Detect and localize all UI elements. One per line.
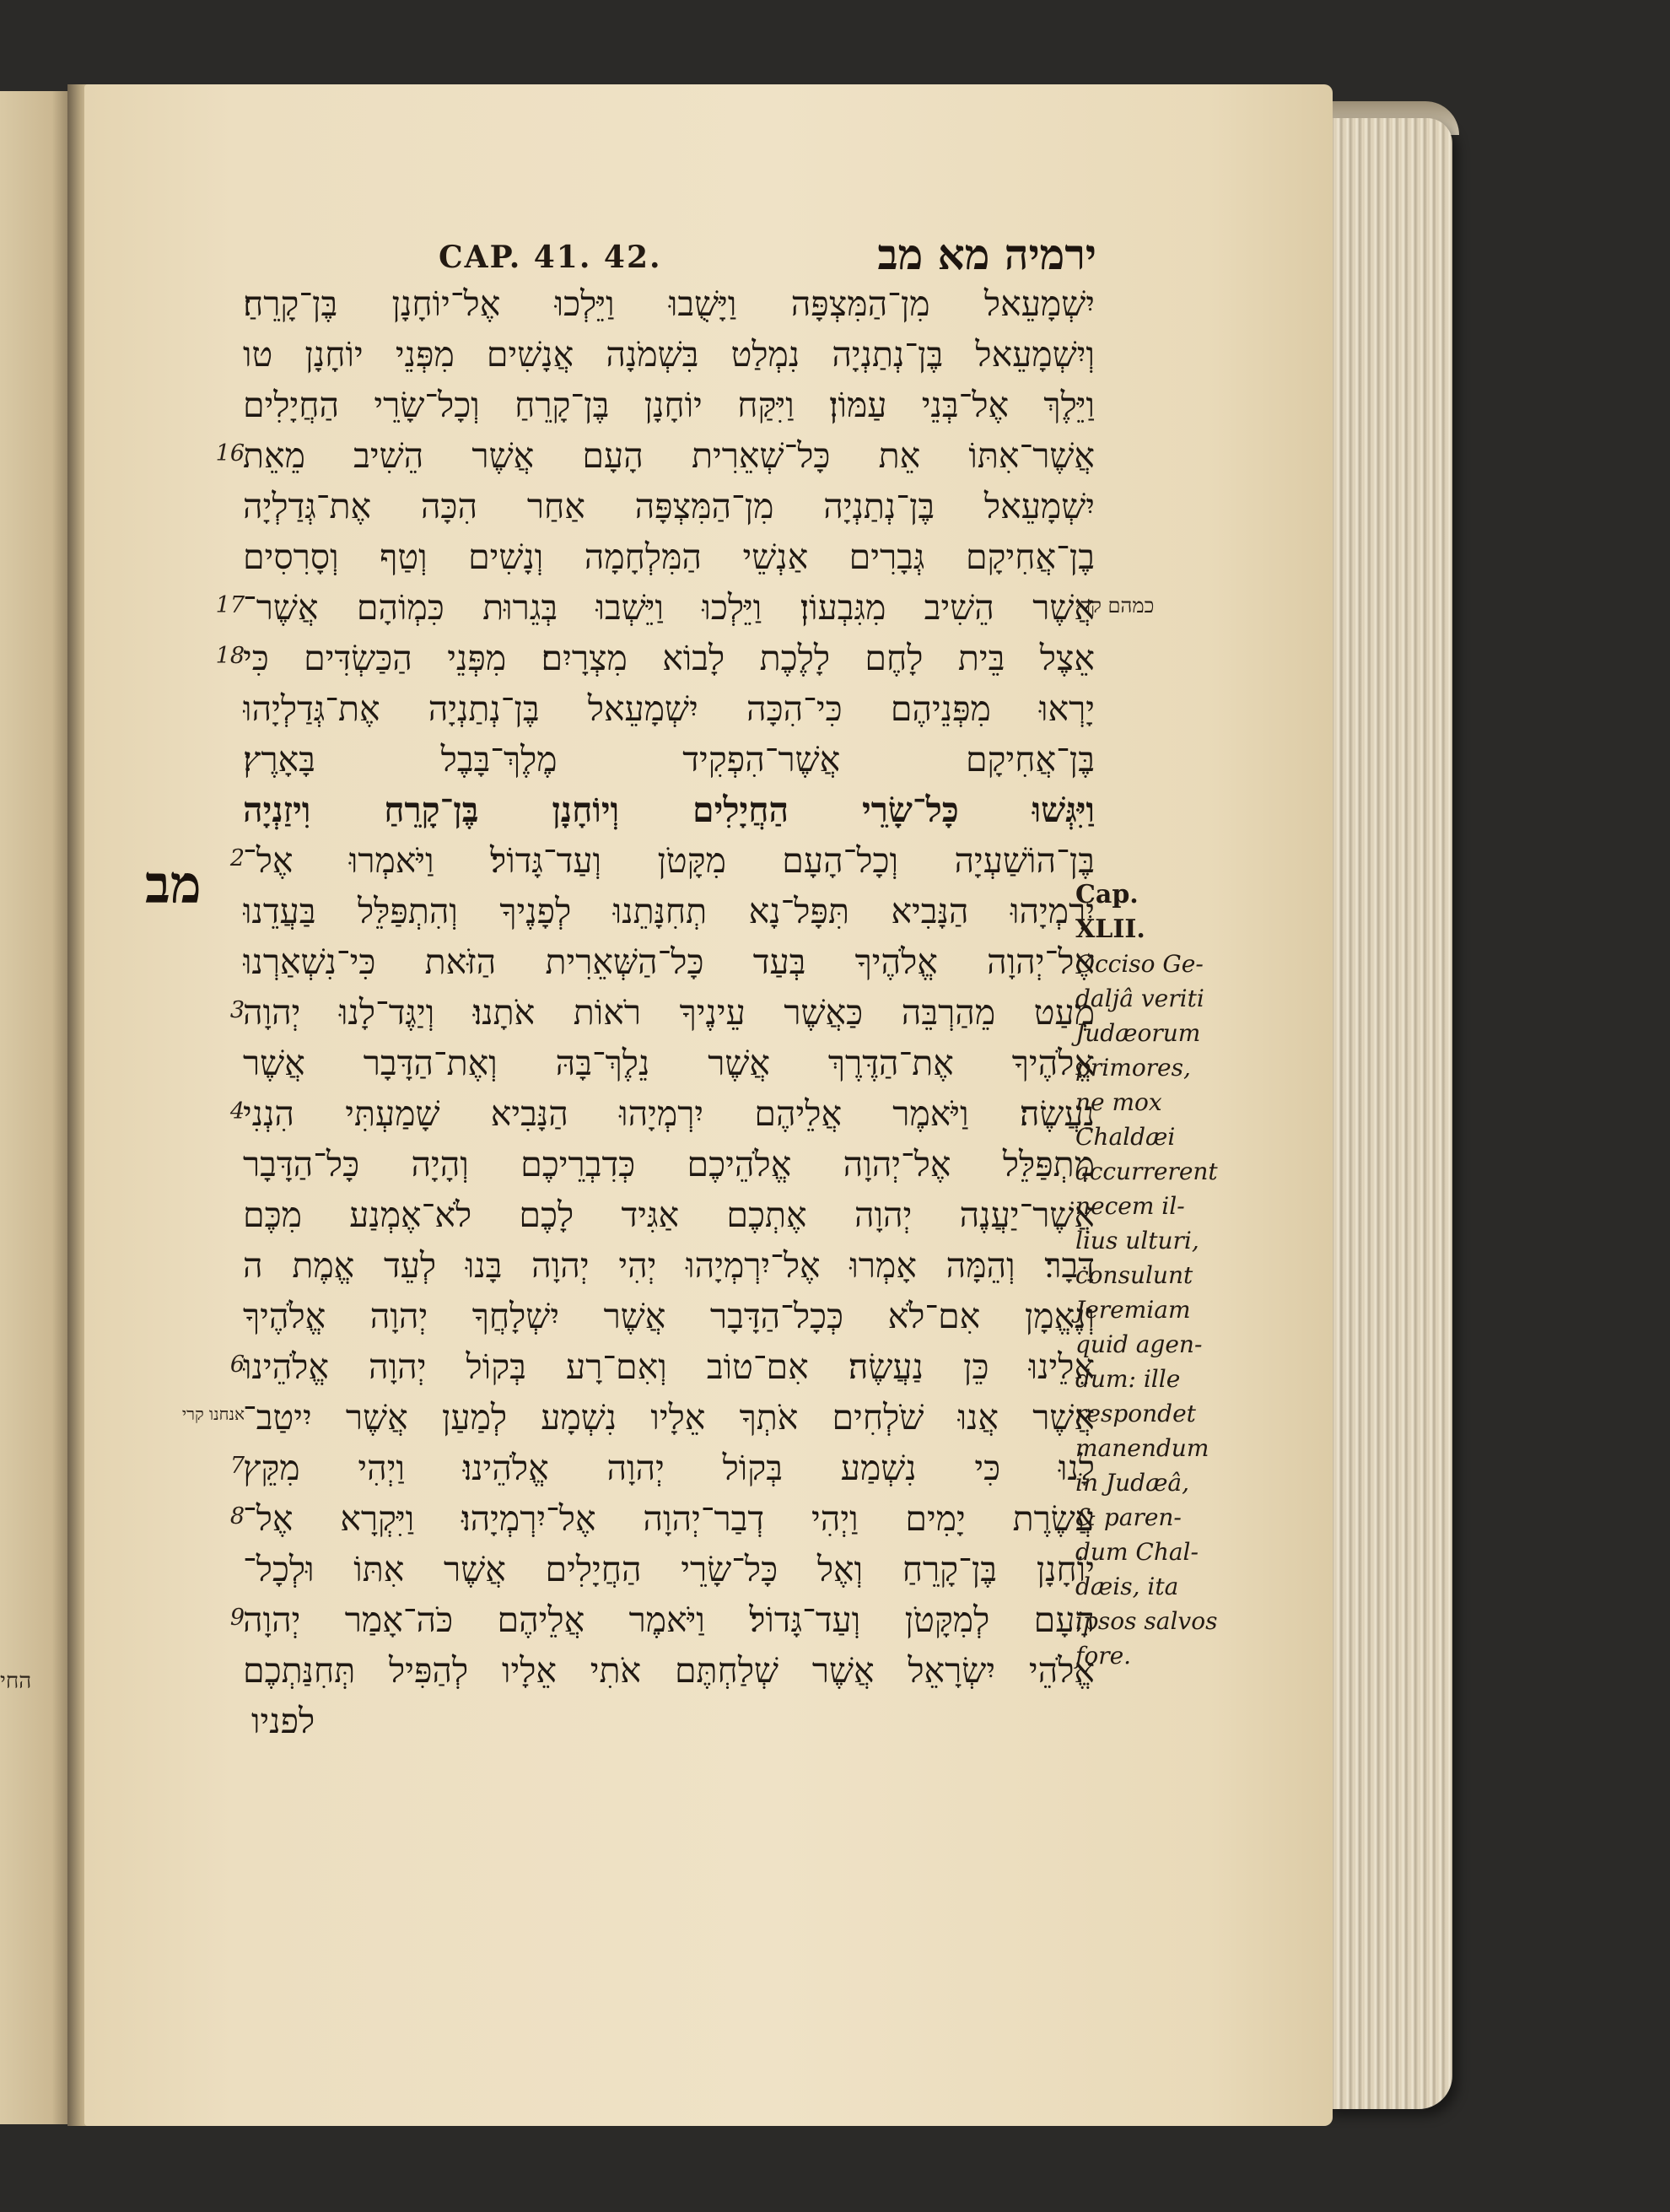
text-line: יִרְמְיָהוּ הַנָּבִיא תִּפָּל־נָא תְחִנָּתֵנוּ לְפָנֶיךָ וְהִתְפַּלֵּל בַּעֲדֵנוּ <box>243 891 1095 931</box>
text-line: בֶן־אֲחִיקָם גְּבָרִים אַנְשֵׁי הַמִּלְחָמָה וְנָשִׁים וְטַף וְסָרִסִים <box>243 537 1095 577</box>
text-line: יִשְׁמָעֵאל מִן־הַמִּצְפָּה וַיָּשֻׁבוּ וַיֵּלְכוּ אֶל־יוֹחָנָן בֶּן־קָרֵחַ׃ <box>243 283 1095 324</box>
verse-number: 4 <box>229 1098 245 1125</box>
verse-number: 17 <box>215 592 245 618</box>
gloss-line: daljâ veriti <box>1075 985 1204 1012</box>
text-line: אֲשֶׁר הֵשִׁיב מִגִּבְעוֹן׃ וַיֵּלְכוּ וַיֵּשְׁבוּ בְּגֵרוּת כִּמְוֹהָם אֲשֶׁר־ <box>243 587 1095 628</box>
gloss-line: ipsos salvos <box>1075 1607 1218 1635</box>
verse-number: 8 <box>229 1503 245 1530</box>
header-book-hebrew: ירמיה מא מב <box>877 229 1096 279</box>
gloss-line: quid agen- <box>1075 1330 1203 1358</box>
gloss-line: in Judæâ, <box>1075 1469 1189 1497</box>
text-line: נַעֲשֶׂה׃ וַיֹּאמֶר אֲלֵיהֶם יִרְמְיָהוּ הַנָּבִיא שָׁמַעְתִּי הִנְנִי <box>243 1093 1095 1134</box>
text-line: אֵצֶל בֵּית לָחֶם לָלֶכֶת לָבוֹא מִצְרָיִם׃ מִפְּנֵי הַכַּשְׂדִּים כִּי <box>243 638 1095 678</box>
chapter-number-mark: מב <box>145 854 202 915</box>
gloss-line: dum: ille <box>1075 1365 1181 1393</box>
gloss-line: & paren- <box>1075 1503 1182 1531</box>
gloss-line: Jeremiam <box>1075 1296 1191 1324</box>
text-line: עֲשֶׂרֶת יָמִים וַיְהִי דְבַר־יְהוָה אֶל־יִרְמְיָהוּ׃ וַיִּקְרָא אֶל־ <box>243 1498 1095 1539</box>
verse-number: 7 <box>229 1453 245 1479</box>
gloss-line: lius ulturi, <box>1075 1227 1199 1254</box>
page-block-edges <box>1326 118 1452 2109</box>
running-header <box>439 226 1113 285</box>
gloss-line: primores, <box>1075 1054 1191 1082</box>
catchword: לפניו <box>251 1701 315 1741</box>
text-line: אֶל־יְהוָה אֱלֹהֶיךָ בְּעַד כָּל־הַשְּׁאֵרִית הַזֹּאת כִּי־נִשְׁאַרְנוּ <box>243 941 1095 982</box>
gloss-line: Chaldæi <box>1075 1123 1176 1151</box>
text-line: וְיִשְׁמָעֵאל בֶּן־נְתַנְיָה נִמְלַט בִּשְׁמֹנָה אֲנָשִׁים מִפְּנֵי יוֹחָנָן טו <box>243 334 1095 375</box>
text-line: אֱלֹהֵי יִשְׂרָאֵל אֲשֶׁר שְׁלַחְתֶּם אֹתִי אֵלָיו לְהַפִּיל תְּחִנַּתְכֶם <box>243 1650 1095 1691</box>
header-chapter-latin: CAP. 41. 42. <box>439 240 662 275</box>
verse-number: 3 <box>229 997 245 1023</box>
text-line: בֶּן־אֲחִיקָם אֲשֶׁר־הִפְקִיד מֶלֶךְ־בָּבֶל בָּאָרֶץ׃ <box>243 739 1095 780</box>
text-line: יָרְאוּ מִפְּנֵיהֶם כִּי־הִכָּה יִשְׁמָעֵאל בֶּן־נְתַנְיָה אֶת־גְּדַלְיָהוּ <box>243 688 1095 729</box>
gloss-line: dæis, ita <box>1075 1573 1179 1600</box>
gloss-line: respondet <box>1075 1400 1196 1427</box>
gloss-line: Judæorum <box>1075 1019 1201 1047</box>
text-line: מִתְפַּלֵּל אֶל־יְהוָה אֱלֹהֵיכֶם כְּדִבְרֵיכֶם וְהָיָה כָּל־הַדָּבָר <box>243 1144 1095 1184</box>
left-page-edge <box>0 91 74 2124</box>
verse-number: 2 <box>229 845 245 871</box>
text-line: לָנוּ כִּי נִשְׁמַע בְּקוֹל יְהוָה אֱלֹהֵינוּ׃ וַיְהִי מִקֵּץ <box>243 1448 1095 1488</box>
text-line: אֱלֹהֶיךָ אֶת־הַדֶּרֶךְ אֲשֶׁר נֵלֶךְ־בָּהּ וְאֶת־הַדָּבָר אֲשֶׁר <box>243 1043 1095 1083</box>
hebrew-text-block <box>243 278 1095 1746</box>
gloss-line: Occiso Ge- <box>1075 950 1204 978</box>
latin-marginal-gloss <box>1075 877 1218 1673</box>
text-line: אֲשֶׁר־אִתּוֹ אֵת כָּל־שְׁאֵרִית הָעָם אֲשֶׁר הֵשִׁיב מֵאֵת <box>243 435 1095 476</box>
text-line: וְנֶאֱמָן אִם־לֹא כְּכָל־הַדָּבָר אֲשֶׁר יִשְׁלָחֲךָ יְהוָה אֱלֹהֶיךָ <box>243 1296 1095 1336</box>
text-line: הָעָם לְמִקָּטֹן וְעַד־גָּדוֹל׃ וַיֹּאמֶר אֲלֵיהֶם כֹּה־אָמַר יְהוָה <box>243 1600 1095 1640</box>
verse-number: 18 <box>215 643 245 669</box>
gloss-line: manendum <box>1075 1434 1209 1462</box>
text-line: אֲשֶׁר אֲנוּ שֹׁלְחִים אֹתְךָ אֵלָיו נִשְׁמָע לְמַעַן אֲשֶׁר יִיטַב־ <box>243 1397 1095 1438</box>
gloss-line: accurrerent <box>1075 1157 1218 1185</box>
left-page-margin-note: החי <box>0 1669 32 1694</box>
text-line: וַיִּגְּשׁוּ כָּל־שָׂרֵי הַחֲיָלִים וְיוֹחָנָן בֶּן־קָרֵחַ וִיזַנְיָה <box>243 790 1095 830</box>
text-line: יִשְׁמָעֵאל בֶּן־נְתַנְיָה מִן־הַמִּצְפָּה אַחַר הִכָּה אֶת־גְּדַלְיָה <box>243 486 1095 526</box>
text-line: יוֹחָנָן בֶּן־קָרֵחַ וְאֶל כָּל־שָׂרֵי הַחֲיָלִים אֲשֶׁר אִתּוֹ וּלְכָל־ <box>243 1549 1095 1589</box>
gloss-chapter-title: Cap. XLII. <box>1075 880 1145 944</box>
text-line: מְעַט מֵהַרְבֵּה כַּאֲשֶׁר עֵינֶיךָ רֹאוֹת אֹתָנוּ׃ וְיַגֶּד־לָנוּ יְהוָה <box>243 992 1095 1033</box>
gloss-line: necem il- <box>1075 1192 1185 1220</box>
qere-marginal-note: אנחנו קרי <box>181 1404 245 1424</box>
verse-number: 16 <box>215 440 245 467</box>
verse-number: 9 <box>229 1605 245 1631</box>
verse-number: 6 <box>229 1351 245 1378</box>
gloss-line: consulunt <box>1075 1261 1193 1289</box>
text-line: דָּבָר׃ וְהֵמָּה אָמְרוּ אֶל־יִרְמְיָהוּ יְהִי יְהוָה בָּנוּ לְעֵד אֱמֶת ה <box>243 1245 1095 1286</box>
text-line: וַיֵּלֶךְ אֶל־בְּנֵי עַמּוֹן׃ וַיִּקַּח יוֹחָנָן בֶּן־קָרֵחַ וְכָל־שָׂרֵי הַחֲיָלִים <box>243 385 1095 425</box>
text-line: בֶּן־הוֹשַׁעְיָה וְכָל־הָעָם מִקָּטֹן וְעַד־גָּדוֹל׃ וַיֹּאמְרוּ אֶל־ <box>243 840 1095 881</box>
qere-marginal-note: כמהם קרי <box>1075 594 1155 618</box>
gloss-line: ne mox <box>1075 1088 1162 1116</box>
gloss-line: fore. <box>1075 1642 1132 1670</box>
text-line: אֵלֵינוּ כֵּן נַעֲשֶׂה׃ אִם־טוֹב וְאִם־רָע בְּקוֹל יְהוָה אֱלֹהֵינוּ <box>243 1346 1095 1387</box>
text-line: אֲשֶׁר־יַעֲנֶה יְהוָה אֶתְכֶם אַגִּיד לָכֶם לֹא־אֶמְנַע מִכֶּם <box>243 1195 1095 1235</box>
gloss-line: dum Chal- <box>1075 1538 1199 1566</box>
